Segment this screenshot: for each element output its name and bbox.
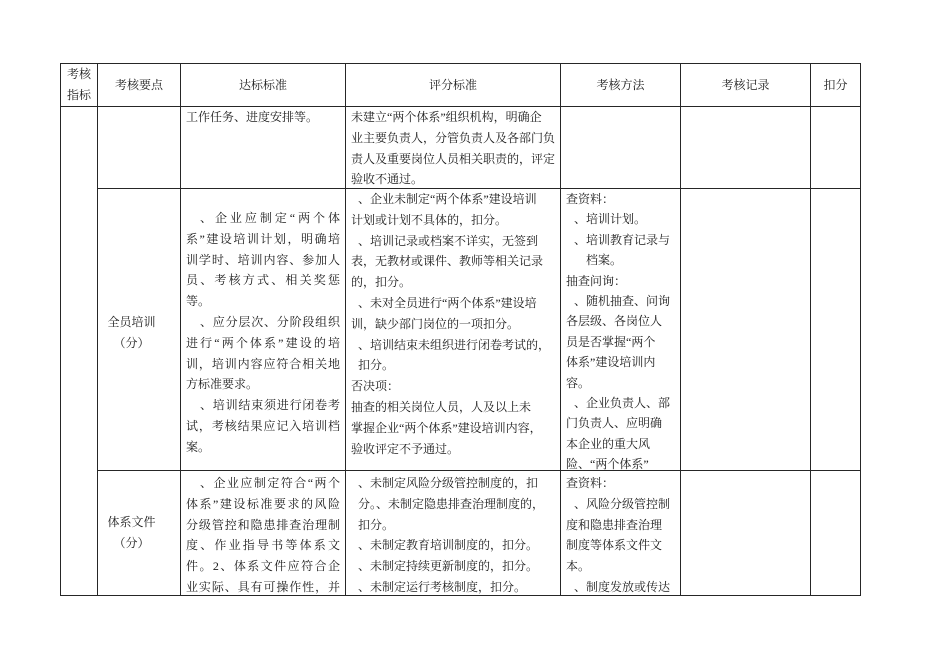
cell-method <box>561 189 681 471</box>
veto-label: 否决项： <box>351 379 400 394</box>
text-line: 险、“两个体系” <box>566 457 649 470</box>
cell-content <box>811 471 860 595</box>
cell-content <box>98 189 180 470</box>
text-line: 本。 <box>566 559 591 574</box>
text-line: 本企业的重大风 <box>566 436 651 451</box>
text-line: 表，无教材或课件、教师等相关记录 <box>351 254 544 269</box>
text-line: 案。 <box>186 439 211 454</box>
text-line: 责人及重要岗位人员相关职责的，评定 <box>351 151 556 166</box>
cell-key-point <box>98 189 181 471</box>
text-line: 业主要负责人，分管负责人及各部门负 <box>351 130 556 145</box>
cell-content <box>681 107 810 188</box>
text-line: 、未制定教育培训制度的，扣分。 <box>358 538 539 553</box>
text-line: 进行“两个体系”建设的培 <box>186 335 340 350</box>
cell-record <box>681 189 811 471</box>
header-label: 扣分 <box>823 77 848 92</box>
cell-content <box>181 64 345 106</box>
text-line: 验收评定不予通过。 <box>351 441 460 456</box>
cell-content <box>811 107 860 188</box>
header-label: 达标标准 <box>238 77 287 92</box>
text-line: 制度等体系文件文 <box>566 538 663 553</box>
text-line: 计划或计划不具体的，扣分。 <box>351 212 508 227</box>
assessment-table <box>60 63 861 596</box>
text-line: 、企业未制定“两个体系”建设培训 <box>358 192 537 206</box>
text-line: 、培训计划。 <box>574 212 647 227</box>
cell-key-point <box>98 471 181 596</box>
text-line: 验收不通过。 <box>351 172 424 187</box>
cell-content <box>346 64 560 106</box>
header-label: 评分标准 <box>428 77 477 92</box>
cell-content <box>561 64 680 106</box>
table-row <box>61 471 861 596</box>
cell-content <box>98 107 180 188</box>
header-method <box>561 64 681 107</box>
cell-content <box>346 189 560 470</box>
cell-scoring <box>346 471 561 596</box>
cell-record <box>681 107 811 189</box>
text-line: 扣分。 <box>358 358 395 373</box>
text-line: 、企业负责人、部 <box>574 395 671 410</box>
header-indicator-line: 考核 <box>66 67 91 81</box>
header-record <box>681 64 811 107</box>
text-line: 体系”建设培训内 <box>566 355 656 370</box>
text-line: 等。 <box>186 294 211 309</box>
cell-standard <box>181 107 346 189</box>
text-line: 度和隐患排查治理 <box>566 517 663 532</box>
text-line: 、未对全员进行“两个体系”建设培 <box>358 295 537 310</box>
header-key-point <box>98 64 181 107</box>
header-label: 考核要点 <box>114 77 163 92</box>
key-point-score: （分） <box>113 536 150 550</box>
cell-indicator <box>61 107 98 596</box>
text-line: 、培训结束未组织进行闭卷考试的， <box>358 337 551 352</box>
text-line: 、应分层次、分阶段组织 <box>200 314 340 329</box>
cell-deduction <box>811 107 861 189</box>
cell-content <box>561 189 680 470</box>
text-line: 工作任务、进度安排等。 <box>186 110 319 124</box>
key-point-label: 全员培训 <box>107 314 156 329</box>
text-line: 、企业应制定“两个体 <box>200 211 340 225</box>
key-point-score: （分） <box>113 335 150 350</box>
cell-deduction <box>811 471 861 596</box>
cell-record <box>681 471 811 596</box>
header-label: 考核方法 <box>596 77 645 92</box>
text-line: 、未制定风险分级管控制度的，扣 <box>358 476 539 490</box>
header-row <box>61 64 861 107</box>
cell-standard <box>181 471 346 596</box>
cell-content <box>681 189 810 470</box>
cell-content <box>811 189 860 470</box>
cell-scoring <box>346 107 561 189</box>
text-line: 、未制定运行考核制度，扣分。 <box>358 579 527 594</box>
text-line: 各层级、各岗位人 <box>566 314 663 329</box>
cell-content <box>811 64 860 106</box>
text-line: 训学时、培训内容、参加人 <box>186 252 340 267</box>
header-scoring <box>346 64 561 107</box>
text-line: 扣分。 <box>358 517 395 532</box>
cell-deduction <box>811 189 861 471</box>
header-deduction <box>811 64 861 107</box>
text-line: 训，缺少部门岗位的一项扣分。 <box>351 316 520 331</box>
text-line: 件。2、体系文件应符合企 <box>186 559 340 574</box>
text-line: 抽查的相关岗位人员，人及以上未 <box>351 399 532 414</box>
cell-content <box>346 107 560 188</box>
text-line: 试，考核结果应记入培训档 <box>186 418 340 433</box>
text-line: 、企业应制定符合“两个 <box>200 476 340 490</box>
cell-content <box>681 471 810 595</box>
text-line: 分级管控和隐患排查治理制 <box>186 517 340 532</box>
text-line: 训，培训内容应符合相关地 <box>186 356 340 371</box>
text-line: 员是否掌握“两个 <box>566 334 656 349</box>
text-line: 、制度发放或传达 <box>574 579 671 594</box>
cell-content <box>181 189 345 470</box>
table-row <box>61 189 861 471</box>
header-indicator-line: 指标 <box>66 88 91 102</box>
cell-content <box>181 107 345 188</box>
header-indicator <box>61 64 98 107</box>
text-line: 、培训结束须进行闭卷考 <box>200 398 340 413</box>
text-line: 查资料： <box>566 192 615 206</box>
cell-standard <box>181 189 346 471</box>
text-line: 、未制定持续更新制度的，扣分。 <box>358 559 539 574</box>
cell-method <box>561 471 681 596</box>
text-line: 员、考核方式、相关奖惩 <box>186 273 340 288</box>
text-line: 查资料： <box>566 476 615 490</box>
text-line: 的，扣分。 <box>351 275 412 290</box>
cell-key-point <box>98 107 181 189</box>
cell-content <box>681 64 810 106</box>
text-line: 度、作业指导书等体系文 <box>186 538 340 553</box>
text-line: 、风险分级管控制 <box>574 496 671 511</box>
text-line: 档案。 <box>586 253 623 268</box>
text-line: 体系”建设标准要求的风险 <box>186 496 340 511</box>
cell-content <box>561 471 680 595</box>
text-line: 、培训记录或档案不详实，无签到 <box>358 233 539 248</box>
text-line: 未建立“两个体系”组织机构，明确企 <box>351 110 542 124</box>
header-standard <box>181 64 346 107</box>
text-line: 、培训教育记录与 <box>574 232 671 247</box>
text-line: 业实际、具有可操作性，并 <box>186 579 340 594</box>
text-line: 方标准要求。 <box>186 377 259 392</box>
cell-content <box>98 64 180 106</box>
text-line: 分。、未制定隐患排查治理制度的， <box>358 496 545 511</box>
cell-scoring <box>346 189 561 471</box>
cell-content <box>98 471 180 595</box>
text-line: 、随机抽查、问询 <box>574 293 671 308</box>
cell-content <box>61 64 97 106</box>
cell-method <box>561 107 681 189</box>
cell-content <box>561 107 680 188</box>
cell-content <box>346 471 560 595</box>
key-point-label: 体系文件 <box>107 515 156 529</box>
text-line: 系”建设培训计划，明确培 <box>186 231 340 246</box>
header-label: 考核记录 <box>721 77 770 92</box>
text-line: 容。 <box>566 375 591 390</box>
text-line: 门负责人、应明确 <box>566 416 663 431</box>
text-line: 抽查问询： <box>566 273 627 288</box>
table-row <box>61 107 861 189</box>
cell-content <box>181 471 345 595</box>
text-line: 掌握企业“两个体系”建设培训内容， <box>351 420 542 435</box>
